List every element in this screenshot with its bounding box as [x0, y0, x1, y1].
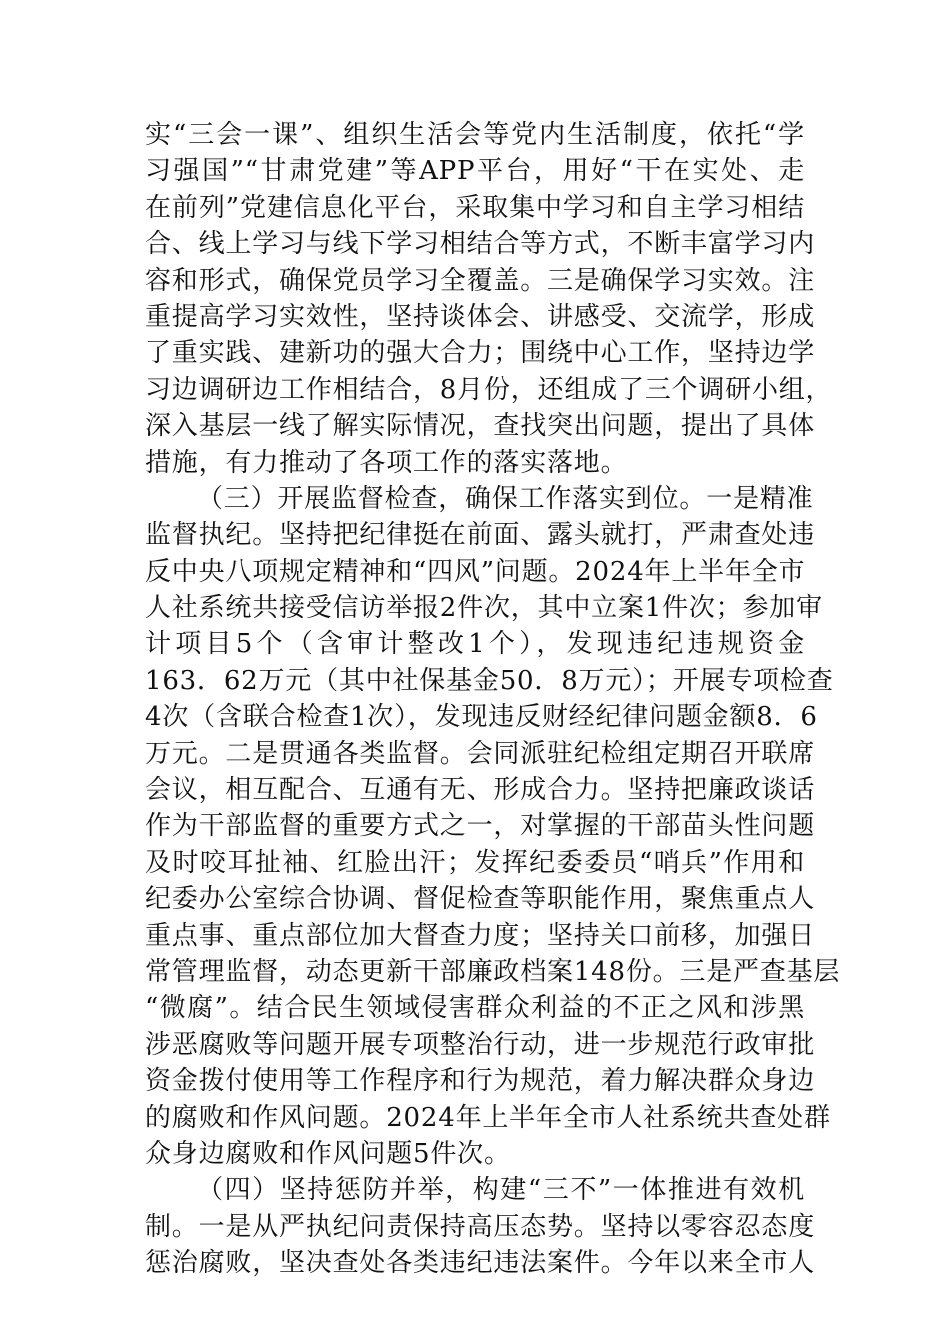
section-heading-line: （四）坚持惩防并举，构建“三不”一体推进有效机	[197, 1175, 805, 1206]
text-line: 惩治腐败，坚决查处各类违纪违法案件。今年以来全市人	[145, 1248, 816, 1279]
text-line: 涉恶腐败等问题开展专项整治行动，进一步规范行政审批	[145, 1029, 816, 1060]
text-line: 深入基层一线了解实际情况，查找突出问题，提出了具体	[145, 411, 816, 442]
text-line: 163．62万元（其中社保基金50．8万元）；开展专项检查	[145, 665, 834, 696]
text-line: 及时咬耳扯袖、红脸出汗；发挥纪委委员“哨兵”作用和	[145, 847, 805, 878]
text-line: 纪委办公室综合协调、督促检查等职能作用，聚焦重点人	[145, 884, 816, 915]
text-line: 万元。二是贯通各类监督。会同派驻纪检组定期召开联席	[145, 738, 816, 769]
section-heading-line: （三）开展监督检查，确保工作落实到位。一是精准	[197, 483, 814, 514]
text-line: 常管理监督，动态更新干部廉政档案148份。三是严查基层	[145, 956, 841, 987]
text-line: 人社系统共接受信访举报2件次，其中立案1件次；参加审	[145, 593, 823, 624]
text-line: 4次（含联合检查1次），发现违反财经纪律问题金额8．6	[145, 702, 818, 733]
text-line: 资金拨付使用等工作程序和行为规范，着力解决群众身边	[145, 1066, 816, 1097]
text-line: 习边调研边工作相结合，8月份，还组成了三个调研小组，	[145, 374, 833, 405]
text-line: 重提高学习实效性，坚持谈体会、讲感受、交流学，形成	[145, 301, 816, 332]
text-line: 容和形式，确保党员学习全覆盖。三是确保学习实效。注	[145, 265, 816, 296]
text-line: 反中央八项规定精神和“四风”问题。2024年上半年全市	[145, 556, 806, 587]
text-line: 会议，相互配合、互通有无、形成合力。坚持把廉政谈话	[145, 775, 816, 806]
text-line: 习强国”“甘肃党建”等APP平台，用好“干在实处、走	[145, 156, 805, 187]
text-line: 合、线上学习与线下学习相结合等方式，不断丰富学习内	[145, 229, 816, 260]
text-line: 了重实践、建新功的强大合力；围绕中心工作，坚持边学	[145, 338, 816, 369]
text-line: 监督执纪。坚持把纪律挺在前面、露头就打，严肃查处违	[145, 520, 816, 551]
text-line: 制。一是从严执纪问责保持高压态势。坚持以零容忍态度	[145, 1211, 816, 1242]
text-line: 众身边腐败和作风问题5件次。	[145, 1138, 511, 1169]
text-line: 的腐败和作风问题。2024年上半年全市人社系统共查处群	[145, 1102, 831, 1133]
text-line: 实“三会一课”、组织生活会等党内生活制度，依托“学	[145, 120, 805, 150]
text-line: 作为干部监督的重要方式之一，对掌握的干部苗头性问题	[145, 811, 816, 842]
text-line: 计项目5个（含审计整改1个），发现违纪违规资金	[145, 629, 805, 660]
text-line: 措施，有力推动了各项工作的落实落地。	[145, 447, 628, 478]
text-line: 在前列”党建信息化平台，采取集中学习和自主学习相结	[145, 192, 805, 223]
text-line: 重点事、重点部位加大督查力度；坚持关口前移，加强日	[145, 920, 816, 951]
text-line: “微腐”。结合民生领域侵害群众利益的不正之风和涉黑	[145, 993, 805, 1024]
document-body	[145, 117, 841, 1282]
